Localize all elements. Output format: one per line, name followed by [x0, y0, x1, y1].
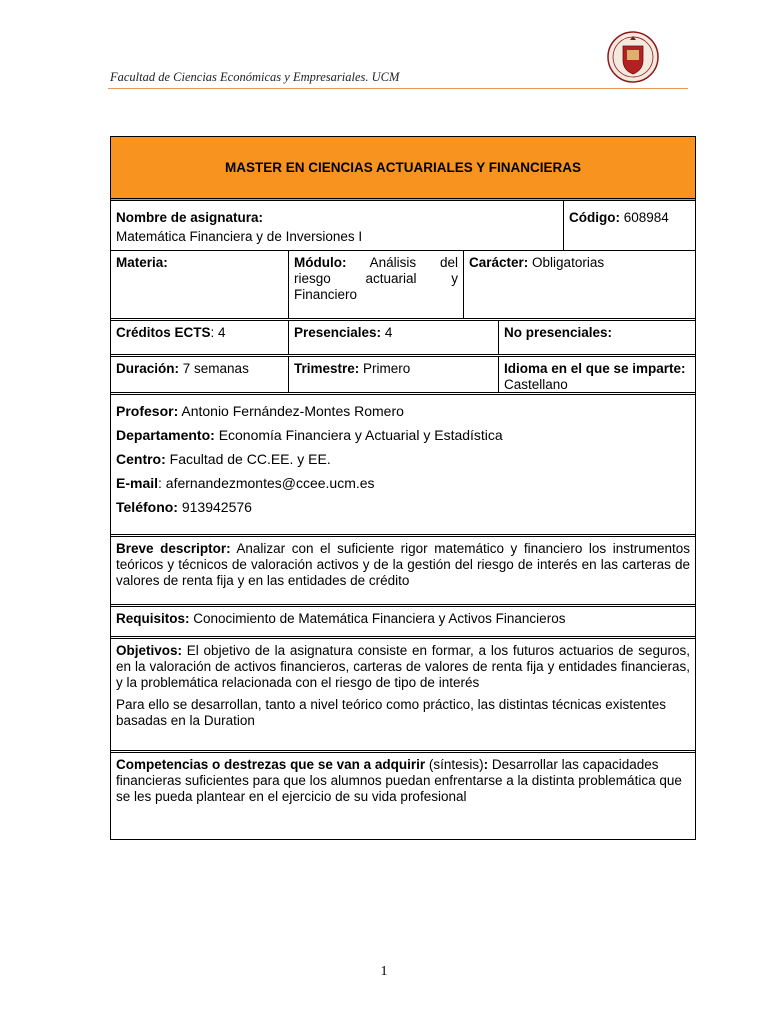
objetivos-value: El objetivo de la asignatura consiste en formar, a los futuros actuarios de seguros, en la valoración de activos financieros, carteras de valores de renta fija y entidades financieras, y la problemática relacionada con el riesgo de tipo de interés [116, 643, 690, 690]
form-title: MASTER EN CIENCIAS ACTUARIALES Y FINANCIERAS [224, 160, 582, 175]
departamento-value: Economía Financiera y Actuarial y Estadística [218, 427, 503, 443]
row-descriptor [111, 537, 695, 607]
centro-label: Centro: [116, 451, 166, 467]
competencias-label: Competencias o destrezas que se van a adquirir [116, 757, 426, 772]
modulo-label: Módulo: [294, 255, 347, 270]
no-presenciales-label: No presenciales: [498, 321, 695, 354]
descriptor-value: Analizar con el suficiente rigor matemático y financiero los instrumentos teóricos y técnicos de valoración activos y de la gestión del riesgo de interés en las carteras de valores de renta fija y en las entidades de crédito [116, 541, 690, 588]
codigo-value: 608984 [623, 210, 669, 225]
profesor-value: Antonio Fernández-Montes Romero [181, 403, 404, 419]
idioma-cell [498, 357, 695, 392]
caracter-value: Obligatorias [532, 255, 605, 270]
idioma-value: Castellano [504, 377, 568, 392]
ects-value: : 4 [210, 325, 226, 340]
codigo-label: Código: [569, 210, 620, 225]
caracter-label: Carácter: [469, 255, 529, 270]
trimestre-label: Trimestre: [294, 361, 360, 376]
duracion-cell [111, 357, 288, 392]
ects-cell [111, 321, 288, 354]
asignatura-value: Matemática Financiera y de Inversiones I [116, 229, 363, 244]
ucm-crest-icon [606, 30, 660, 84]
email-value[interactable]: : afernandezmontes@ccee.ucm.es [158, 475, 375, 491]
competencias-sintesis: (síntesis) [428, 757, 484, 772]
idioma-label: Idioma en el que se imparte: [504, 361, 686, 376]
requisitos-value: Conocimiento de Matemática Financiera y Activos Financieros [193, 611, 566, 626]
centro-value: Facultad de CC.EE. y EE. [169, 451, 331, 467]
competencias-value: Desarrollar las capacidades financieras suficientes para que los alumnos puedan enfrentarse a la distinta problemática que se les pueda plantear en el ejercicio de su vida profesional [116, 757, 682, 804]
row-objetivos [111, 639, 695, 753]
email-label: E-mail [116, 475, 159, 491]
competencias-cell [111, 753, 695, 839]
requisitos-label: Requisitos: [116, 611, 190, 626]
trimestre-cell [288, 357, 498, 392]
row-creditos [111, 321, 695, 357]
ects-label: Créditos ECTS [116, 325, 211, 340]
competencias-colon: : [483, 757, 489, 772]
modulo-value: Análisis del riesgo actuarial y Financiero [294, 255, 458, 302]
row-profesor [111, 395, 695, 537]
trimestre-value: Primero [363, 361, 411, 376]
form-title-band [111, 137, 695, 201]
descriptor-cell [111, 537, 695, 604]
row-asignatura [111, 201, 695, 251]
faculty-header: Facultad de Ciencias Económicas y Empresariales. UCM [110, 70, 400, 84]
profesor-block [111, 395, 695, 534]
header-divider [108, 88, 688, 89]
objetivos-cell [111, 639, 695, 750]
asignatura-cell [111, 201, 563, 250]
objetivos-label: Objetivos: [116, 643, 183, 658]
requisitos-cell [111, 607, 695, 636]
row-duracion [111, 357, 695, 395]
caracter-cell [463, 251, 695, 318]
course-form [110, 136, 696, 840]
departamento-label: Departamento: [116, 427, 215, 443]
descriptor-label: Breve descriptor: [116, 541, 231, 556]
profesor-label: Profesor: [116, 403, 179, 419]
duracion-value: 7 semanas [182, 361, 249, 376]
asignatura-label: Nombre de asignatura: [116, 210, 264, 225]
presenciales-value: 4 [384, 325, 393, 340]
codigo-cell [563, 201, 695, 250]
presenciales-cell [288, 321, 498, 354]
materia-label: Materia: [116, 255, 168, 270]
telefono-value: 913942576 [181, 499, 252, 515]
presenciales-label: Presenciales: [294, 325, 382, 340]
duracion-label: Duración: [116, 361, 180, 376]
telefono-label: Teléfono: [116, 499, 178, 515]
row-competencias [111, 753, 695, 839]
row-materia [111, 251, 695, 321]
page-number: 1 [380, 964, 388, 979]
objetivos-paragraph2: Para ello se desarrollan, tanto a nivel teórico como práctico, las distintas técnicas existentes basadas en la Duration [116, 697, 667, 728]
row-requisitos [111, 607, 695, 639]
modulo-cell [288, 251, 463, 318]
